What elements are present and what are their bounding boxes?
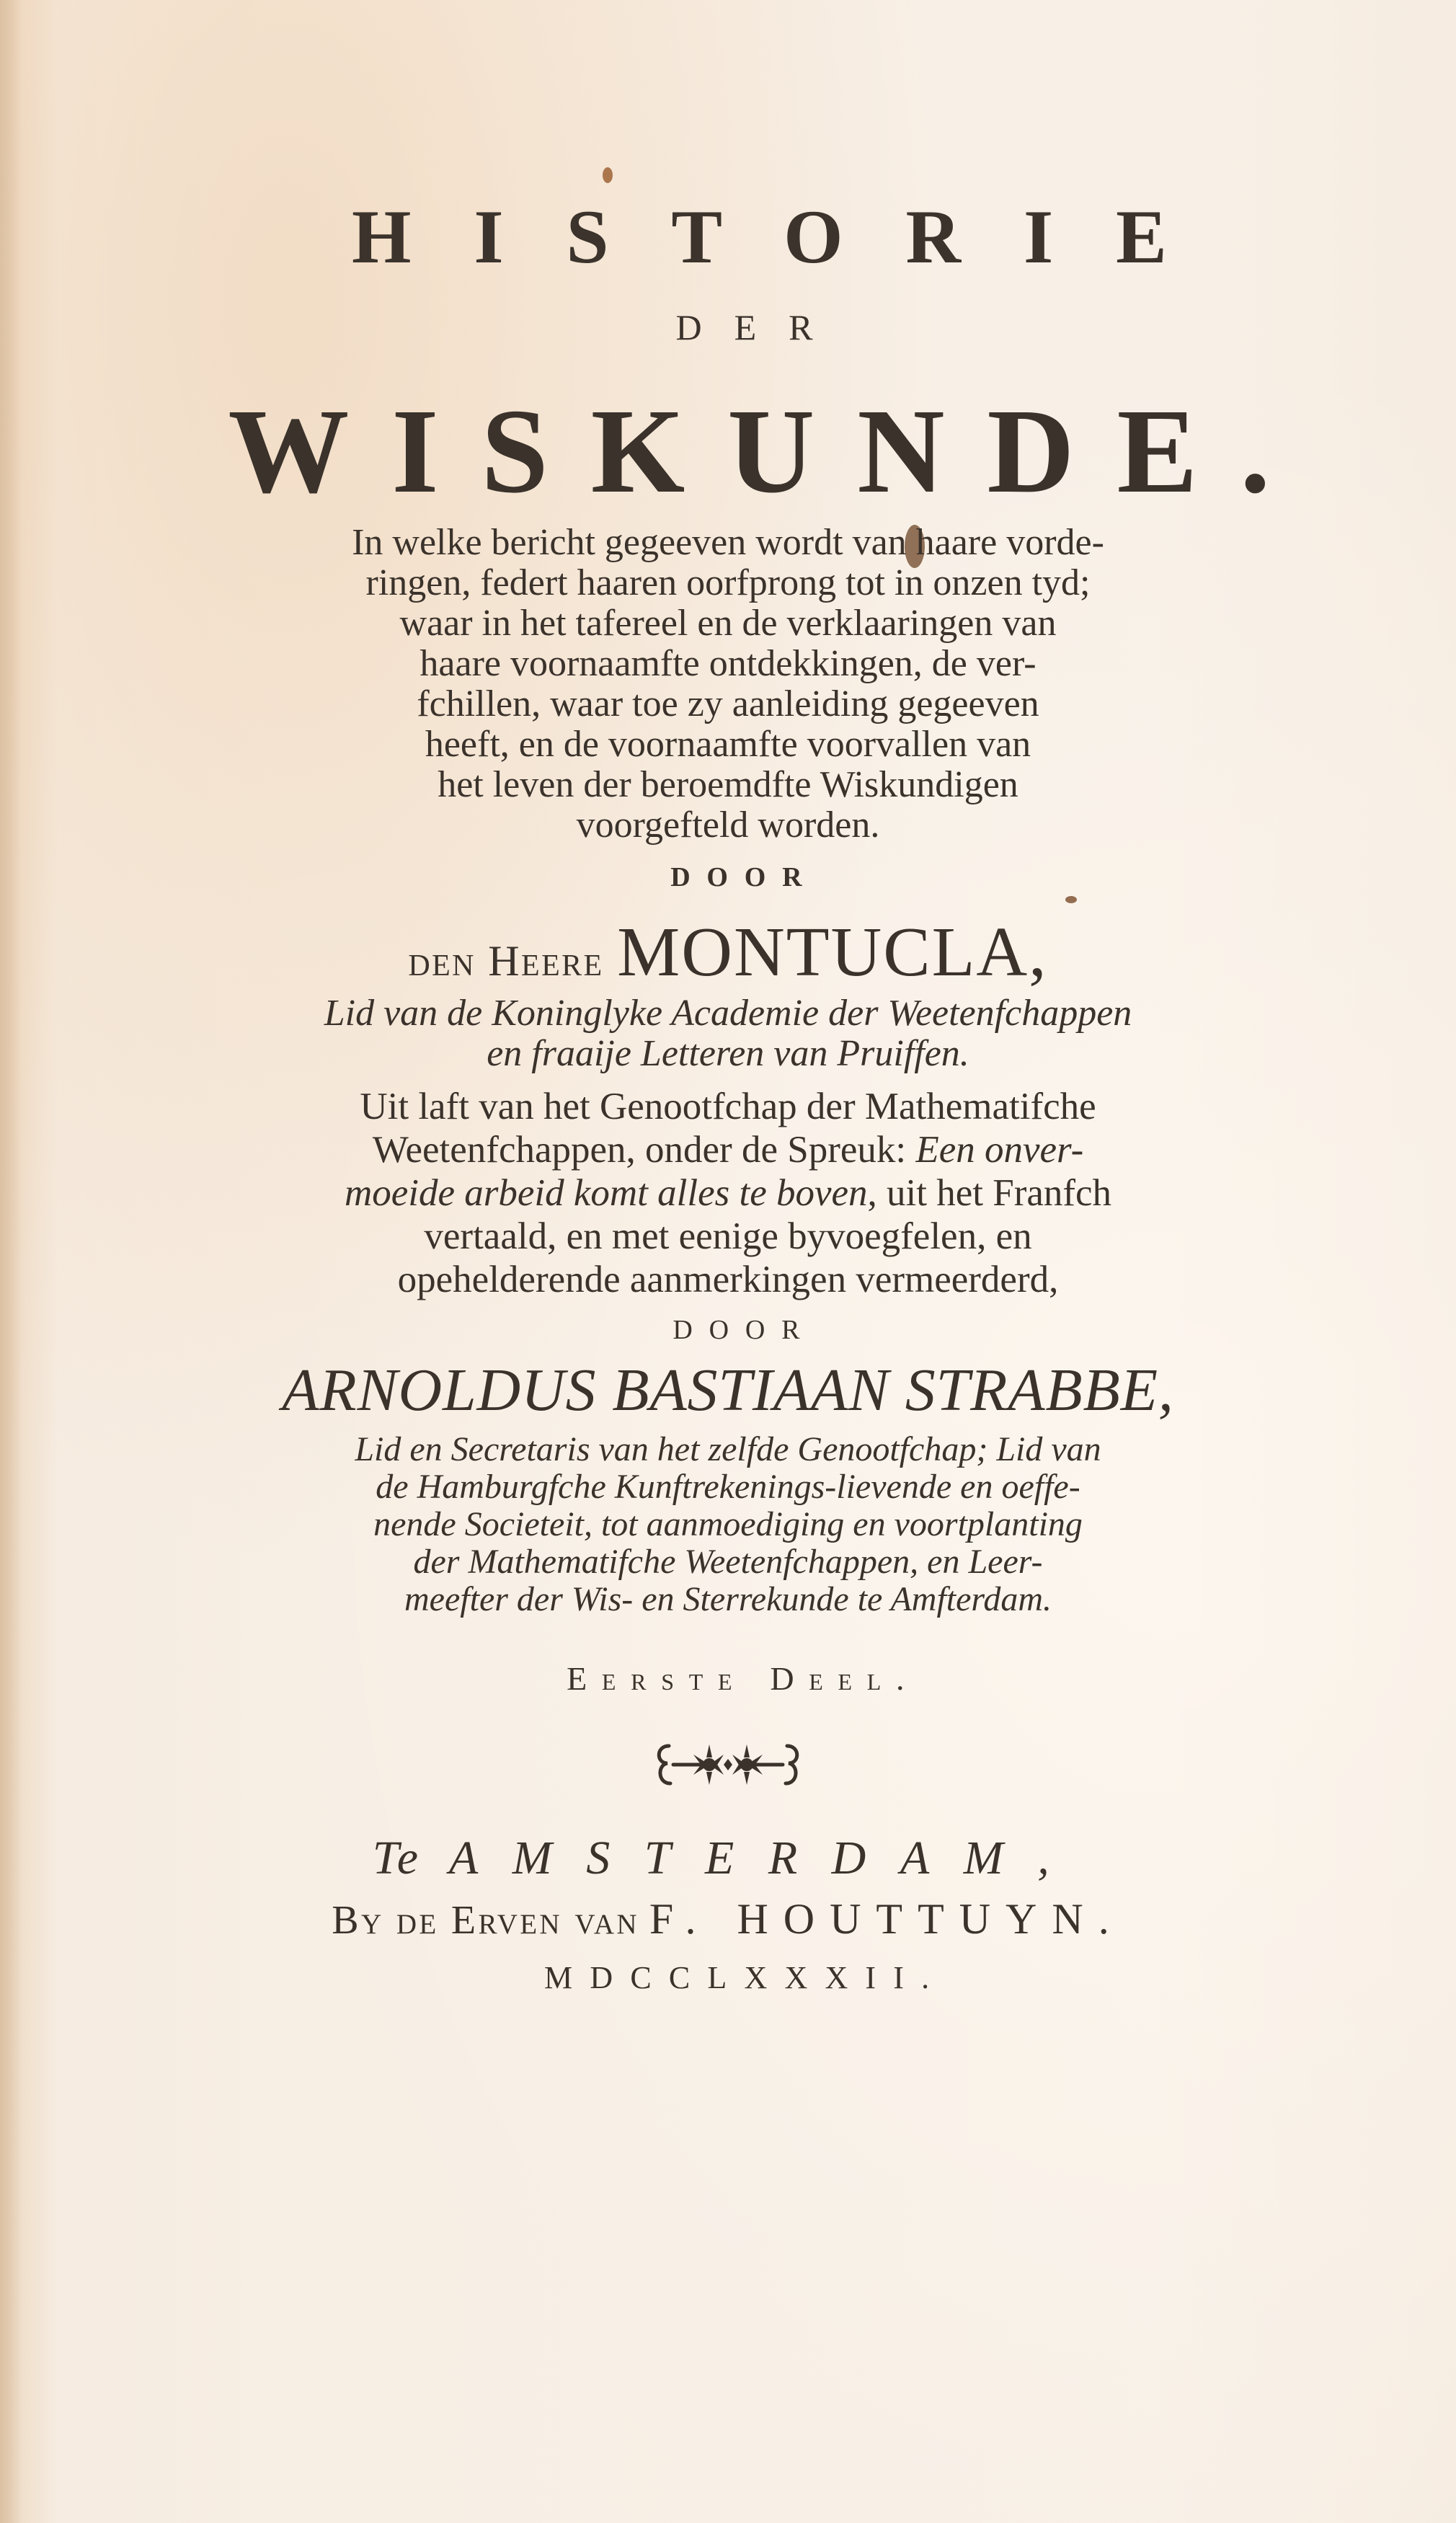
description-line: ringen, federt haaren oorfprong tot in onzen tyd; [365, 562, 1091, 603]
translator-roles [0, 1431, 1456, 1618]
description-line: fchillen, waar toe zy aanleiding gegeeven [417, 683, 1039, 724]
role-line: de Hamburgfche Kunftrekenings-lievende en oeffe- [376, 1468, 1080, 1506]
by-label: DOOR [670, 862, 819, 892]
affiliation-line: en fraaije Letteren van Pruiffen. [487, 1033, 969, 1074]
role-line: meefter der Wis- en Sterrekunde te Amfterdam. [404, 1580, 1052, 1618]
foxing-spot [1065, 896, 1077, 903]
place-prefix: Te [372, 1832, 421, 1884]
volume-label: Eerste Deel. [567, 1660, 920, 1697]
description-line: haare voornaamfte ontdekkingen, de ver- [420, 643, 1036, 684]
title-der: DER [675, 307, 845, 347]
publisher-prefix: By de Erven van [332, 1898, 639, 1943]
floral-ornament-icon [0, 1736, 1456, 1797]
by-label-translator: DOOR [672, 1315, 817, 1345]
commission-line [0, 1258, 1456, 1301]
title-historie: HISTORIE [352, 195, 1230, 279]
author-name: MONTUCLA, [617, 913, 1048, 991]
author-affiliation [0, 993, 1456, 1074]
author-prefix: den Heere [408, 937, 604, 985]
commission-text: Uit laft van het Genootfchap der Mathematifche [360, 1086, 1096, 1127]
imprint-publisher [0, 1894, 1456, 1944]
commission-line [0, 1085, 1456, 1128]
description-line: het leven der beroemdfte Wiskundigen [438, 764, 1018, 805]
affiliation-line: Lid van de Koninglyke Academie der Weetenfchappen [324, 993, 1132, 1034]
author-line [0, 912, 1456, 993]
description-line: In welke bericht gegeeven wordt van haare vorde- [352, 522, 1104, 563]
imprint-year: MDCCLXXXII. [544, 1960, 947, 1995]
commission-text: , uit het Franfch [867, 1172, 1112, 1214]
description-line: voorgefteld worden. [576, 804, 880, 846]
ornament-svg [649, 1736, 807, 1793]
commission-line [0, 1215, 1456, 1258]
place-name: AMSTERDAM, [448, 1832, 1084, 1884]
title-wiskunde: WISKUNDE. [228, 384, 1313, 518]
motto-text: Een onver- [915, 1129, 1084, 1171]
motto-text: moeide arbeid komt alles te boven [344, 1172, 868, 1214]
role-line: Lid en Secretaris van het zelfde Genootfchap; Lid van [355, 1430, 1101, 1468]
foxing-spot [603, 167, 613, 183]
subtitle-description [0, 523, 1456, 846]
commission-text: opehelderende aanmerkingen vermeerderd, [397, 1259, 1059, 1300]
role-line: nende Societeit, tot aanmoediging en voortplanting [373, 1505, 1083, 1543]
description-line: heeft, en de voornaamfte voorvallen van [425, 724, 1031, 765]
role-line: der Mathematifche Weetenfchappen, en Leer- [413, 1543, 1043, 1581]
commission-text: Weetenfchappen, onder de Spreuk: [372, 1129, 916, 1171]
commission-line [0, 1128, 1456, 1171]
commission-text: vertaald, en met eenige byvoegfelen, en [424, 1215, 1032, 1257]
translator-name: ARNOLDUS BASTIAAN STRABBE, [282, 1357, 1174, 1424]
commission-statement [0, 1085, 1456, 1301]
commission-line [0, 1171, 1456, 1215]
imprint-place [0, 1831, 1456, 1886]
description-line: waar in het tafereel en de verklaaringen van [399, 603, 1057, 644]
publisher-name: F. HOUTTUYN. [649, 1895, 1124, 1943]
